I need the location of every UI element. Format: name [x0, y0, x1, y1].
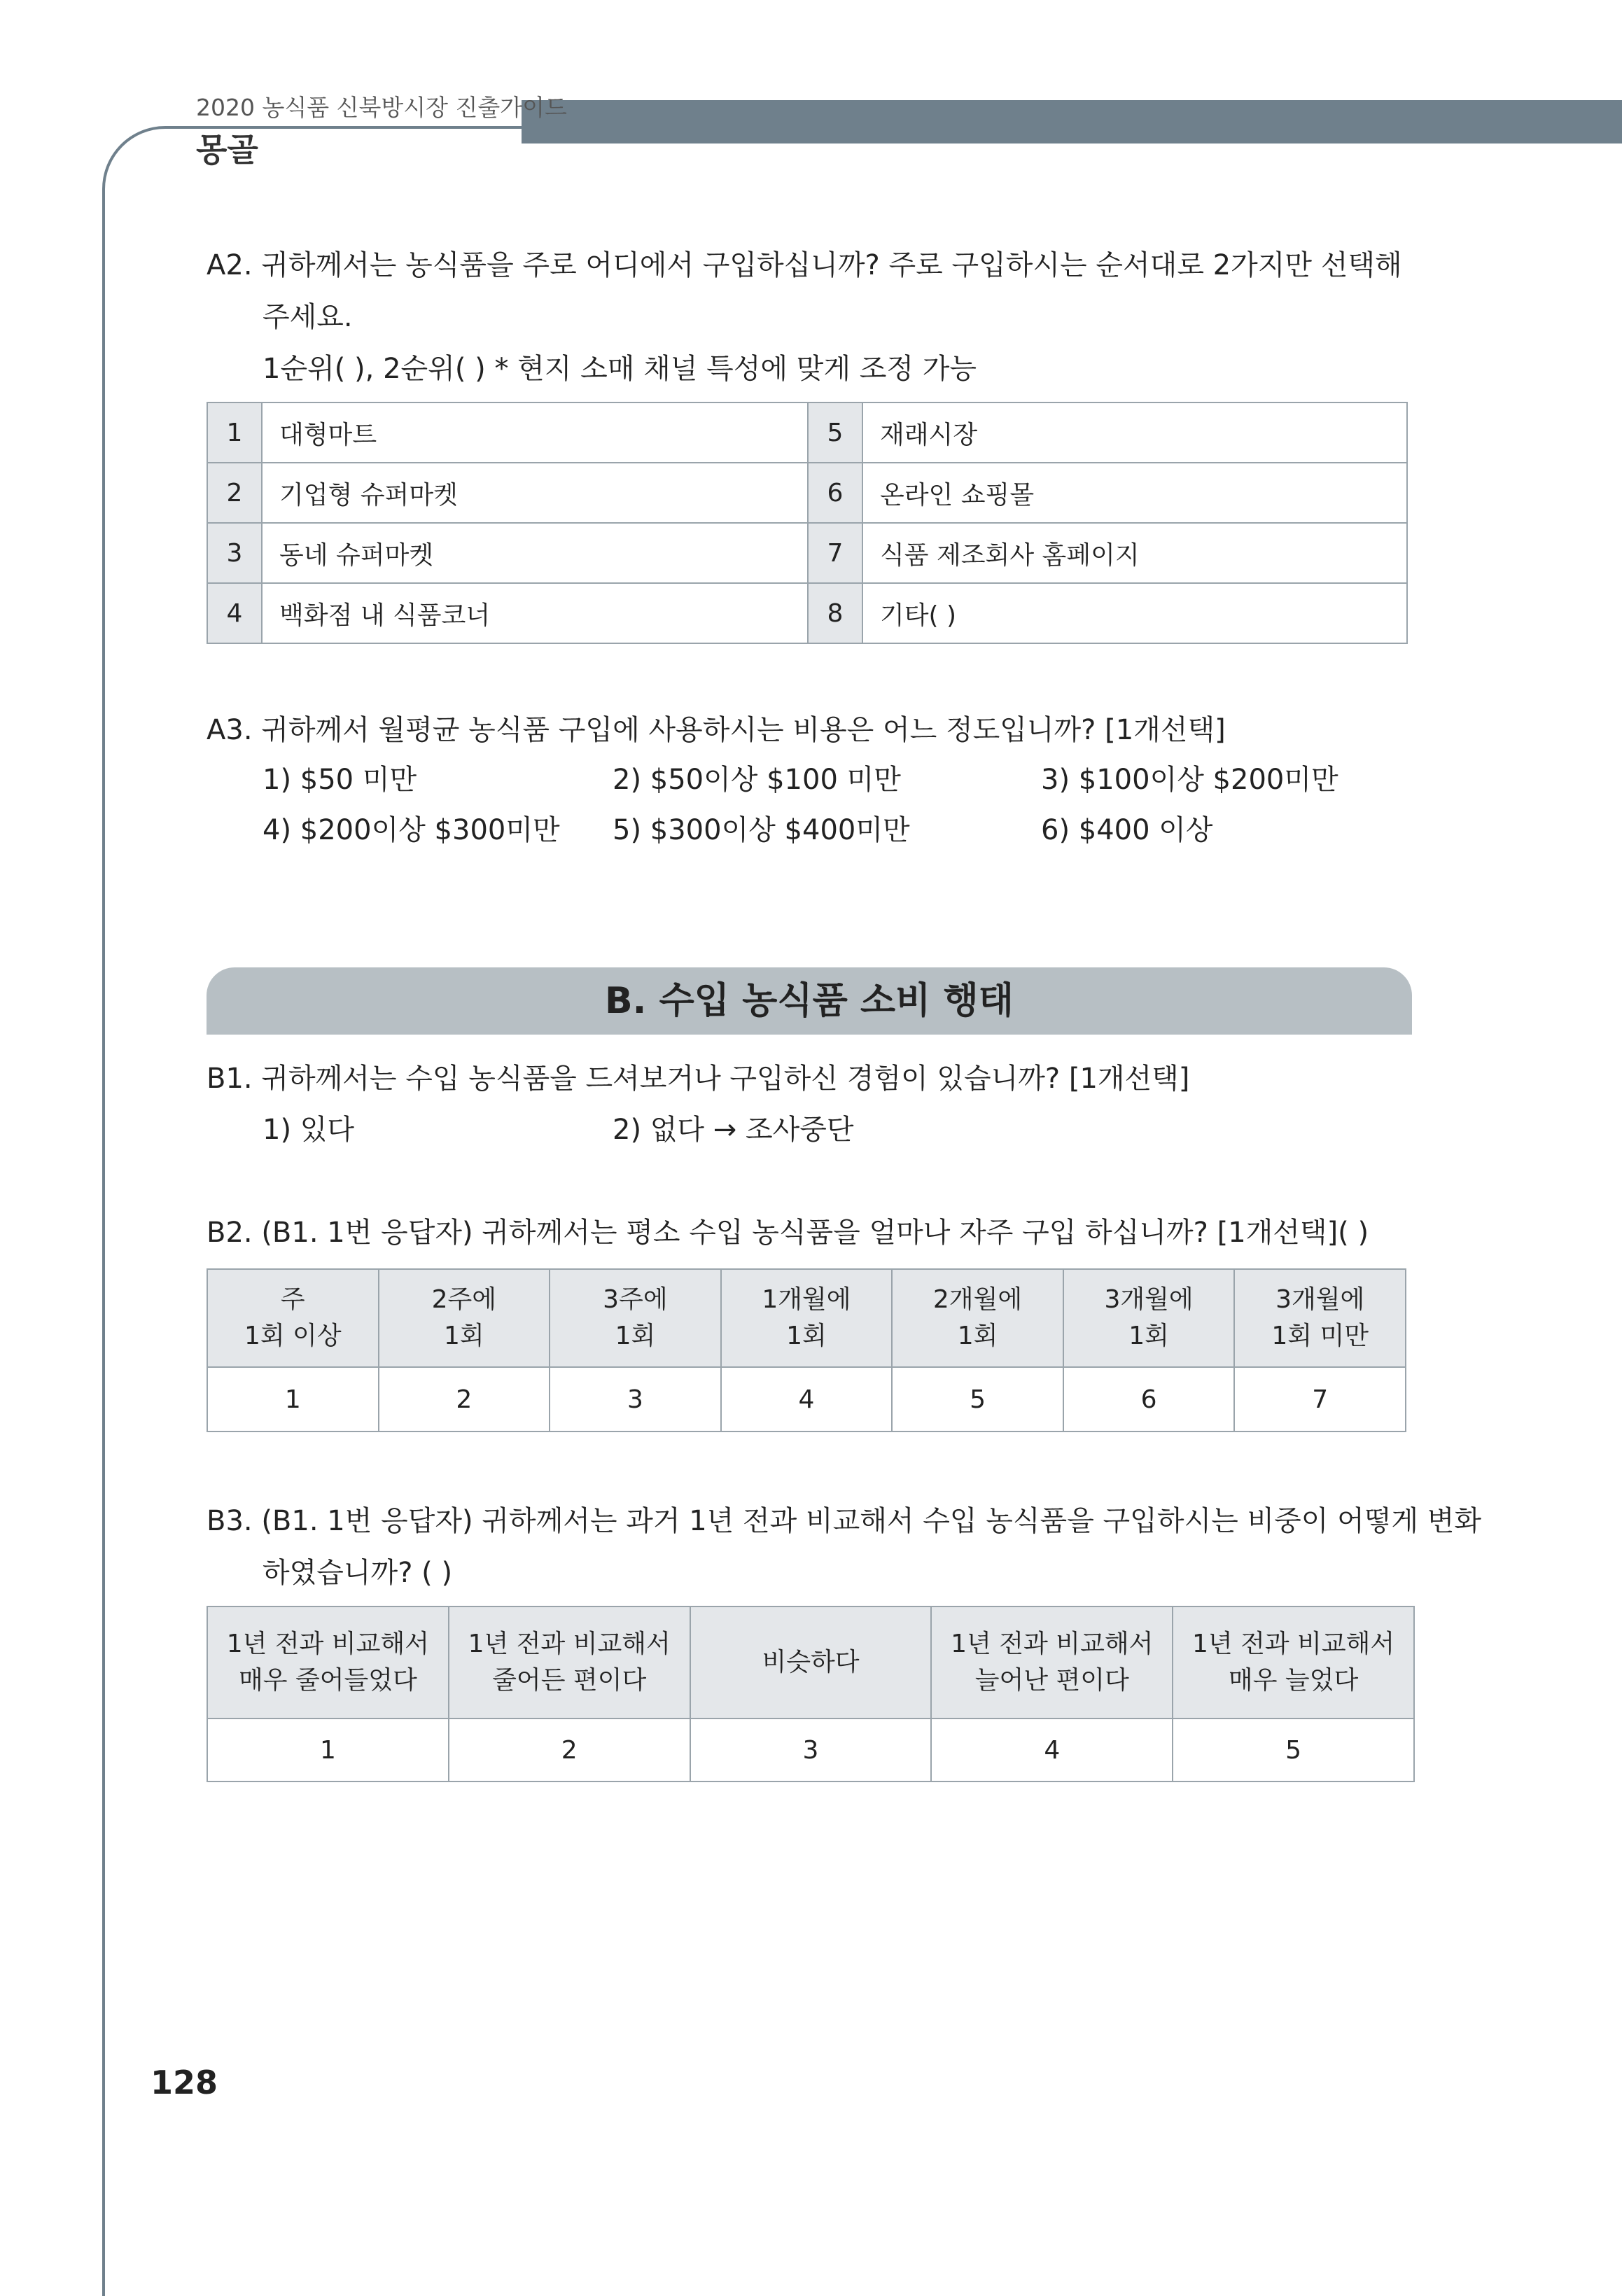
choice-cell[interactable]: 5: [892, 1367, 1063, 1432]
header-line: 늘어난 편이다: [974, 1666, 1129, 1695]
header-line: 2개월에: [932, 1285, 1023, 1314]
table-a2: [207, 402, 1408, 644]
header-line: 3주에: [603, 1285, 668, 1314]
question-a2: [207, 239, 1402, 395]
header-line: 1회: [444, 1322, 484, 1350]
header-line: 3개월에: [1275, 1285, 1365, 1314]
header-line: 1회: [957, 1322, 998, 1350]
table-row: [207, 463, 1407, 523]
header-bar: [522, 100, 1622, 144]
question-b3: [207, 1495, 1481, 1599]
question-a2-line1: A2. 귀하께서는 농식품을 주로 어디에서 구입하십니까? 주로 구입하시는 순서대로 2가지만 선택해: [207, 249, 1402, 281]
a3-option-3[interactable]: 3) $100이상 $200미만: [1041, 764, 1338, 796]
option-number: 2: [207, 463, 262, 523]
table-header-cell: [379, 1269, 550, 1367]
choice-cell[interactable]: 3: [690, 1718, 932, 1782]
header-line: 비슷하다: [762, 1648, 860, 1676]
choice-cell[interactable]: 6: [1063, 1367, 1235, 1432]
option-label[interactable]: 대형마트: [262, 402, 808, 463]
header-line: 1회: [615, 1322, 656, 1350]
question-a3: A3. 귀하께서 월평균 농식품 구입에 사용하시는 비용은 어느 정도입니까? [1개선택]: [207, 714, 1226, 746]
b1-option-2[interactable]: 2) 없다 → 조사중단: [613, 1114, 854, 1146]
choice-cell[interactable]: 5: [1173, 1718, 1414, 1782]
a3-option-1[interactable]: 1) $50 미만: [263, 764, 417, 796]
option-number: 8: [808, 583, 862, 643]
option-number: 5: [808, 402, 862, 463]
header-line: 2주에: [431, 1285, 497, 1314]
page-number: 128: [151, 2064, 218, 2101]
a3-option-6[interactable]: 6) $400 이상: [1041, 814, 1213, 846]
header-line: 1회 미만: [1271, 1322, 1369, 1350]
table-row: [207, 402, 1407, 463]
choice-cell[interactable]: 2: [449, 1718, 690, 1782]
a3-option-4[interactable]: 4) $200이상 $300미만: [263, 814, 560, 846]
question-a2-line2: 주세요.: [263, 301, 353, 333]
header-line: 1년 전과 비교해서: [1191, 1630, 1395, 1658]
table-header-row: [207, 1606, 1414, 1718]
table-header-cell: [207, 1606, 449, 1718]
header-line: 1회 이상: [244, 1322, 342, 1350]
table-b2: [207, 1268, 1406, 1432]
choice-cell[interactable]: 7: [1234, 1367, 1406, 1432]
option-number: 7: [808, 523, 862, 583]
header-title: 몽골: [196, 131, 258, 169]
question-a2-line3: 1순위( ), 2순위( ) * 현지 소매 채널 특성에 맞게 조정 가능: [263, 353, 977, 385]
header-line: 매우 줄어들었다: [238, 1666, 417, 1695]
option-label[interactable]: 동네 슈퍼마켓: [262, 523, 808, 583]
header-line: 3개월에: [1104, 1285, 1194, 1314]
table-header-cell: [1063, 1269, 1235, 1367]
header-line: 1회: [1128, 1322, 1169, 1350]
choice-cell[interactable]: 4: [931, 1718, 1173, 1782]
table-header-cell: [892, 1269, 1063, 1367]
table-header-cell: [1234, 1269, 1406, 1367]
table-header-cell: [550, 1269, 721, 1367]
header-subtitle: 2020 농식품 신북방시장 진출가이드: [196, 94, 567, 121]
table-header-cell: [721, 1269, 893, 1367]
header-line: 1년 전과 비교해서: [951, 1630, 1154, 1658]
table-header-cell: [207, 1269, 379, 1367]
table-header-cell: [1173, 1606, 1414, 1718]
table-row: [207, 1367, 1406, 1432]
question-b3-line1: B3. (B1. 1번 응답자) 귀하께서는 과거 1년 전과 비교해서 수입 농식품을 구입하시는 비중이 어떻게 변화: [207, 1505, 1482, 1537]
choice-cell[interactable]: 4: [721, 1367, 893, 1432]
choice-cell[interactable]: 3: [550, 1367, 721, 1432]
table-header-cell: [690, 1606, 932, 1718]
option-label[interactable]: 기타( ): [862, 583, 1407, 643]
a3-option-2[interactable]: 2) $50이상 $100 미만: [613, 764, 901, 796]
table-b3: [207, 1606, 1415, 1782]
question-b1: B1. 귀하께서는 수입 농식품을 드셔보거나 구입하신 경험이 있습니까? [1개선택]: [207, 1063, 1190, 1095]
table-header-row: [207, 1269, 1406, 1367]
choice-cell[interactable]: 1: [207, 1718, 449, 1782]
question-b2: B2. (B1. 1번 응답자) 귀하께서는 평소 수입 농식품을 얼마나 자주 구입 하십니까? [1개선택]( ): [207, 1217, 1369, 1249]
table-row: [207, 523, 1407, 583]
header-line: 1개월에: [762, 1285, 851, 1314]
table-row: [207, 583, 1407, 643]
a3-option-5[interactable]: 5) $300이상 $400미만: [613, 814, 910, 846]
header-line: 1회: [786, 1322, 827, 1350]
table-header-cell: [449, 1606, 690, 1718]
header-line: 1년 전과 비교해서: [226, 1630, 430, 1658]
option-label[interactable]: 식품 제조회사 홈페이지: [862, 523, 1407, 583]
option-label[interactable]: 백화점 내 식품코너: [262, 583, 808, 643]
option-number: 4: [207, 583, 262, 643]
section-b-title: B. 수입 농식품 소비 행태: [207, 967, 1412, 1035]
option-number: 1: [207, 402, 262, 463]
header-line: 1년 전과 비교해서: [468, 1630, 671, 1658]
b1-option-1[interactable]: 1) 있다: [263, 1114, 355, 1146]
question-b3-line2: 하였습니까? ( ): [263, 1557, 453, 1589]
header-line: 매우 늘었다: [1228, 1666, 1359, 1695]
header-line: 줄어든 편이다: [492, 1666, 647, 1695]
option-number: 6: [808, 463, 862, 523]
a3-options: [263, 755, 1453, 860]
choice-cell[interactable]: 2: [379, 1367, 550, 1432]
b1-options: [263, 1105, 1103, 1155]
option-label[interactable]: 재래시장: [862, 402, 1407, 463]
table-row: [207, 1718, 1414, 1782]
header-line: 주: [280, 1285, 305, 1314]
option-number: 3: [207, 523, 262, 583]
option-label[interactable]: 온라인 쇼핑몰: [862, 463, 1407, 523]
table-header-cell: [931, 1606, 1173, 1718]
choice-cell[interactable]: 1: [207, 1367, 379, 1432]
option-label[interactable]: 기업형 슈퍼마켓: [262, 463, 808, 523]
